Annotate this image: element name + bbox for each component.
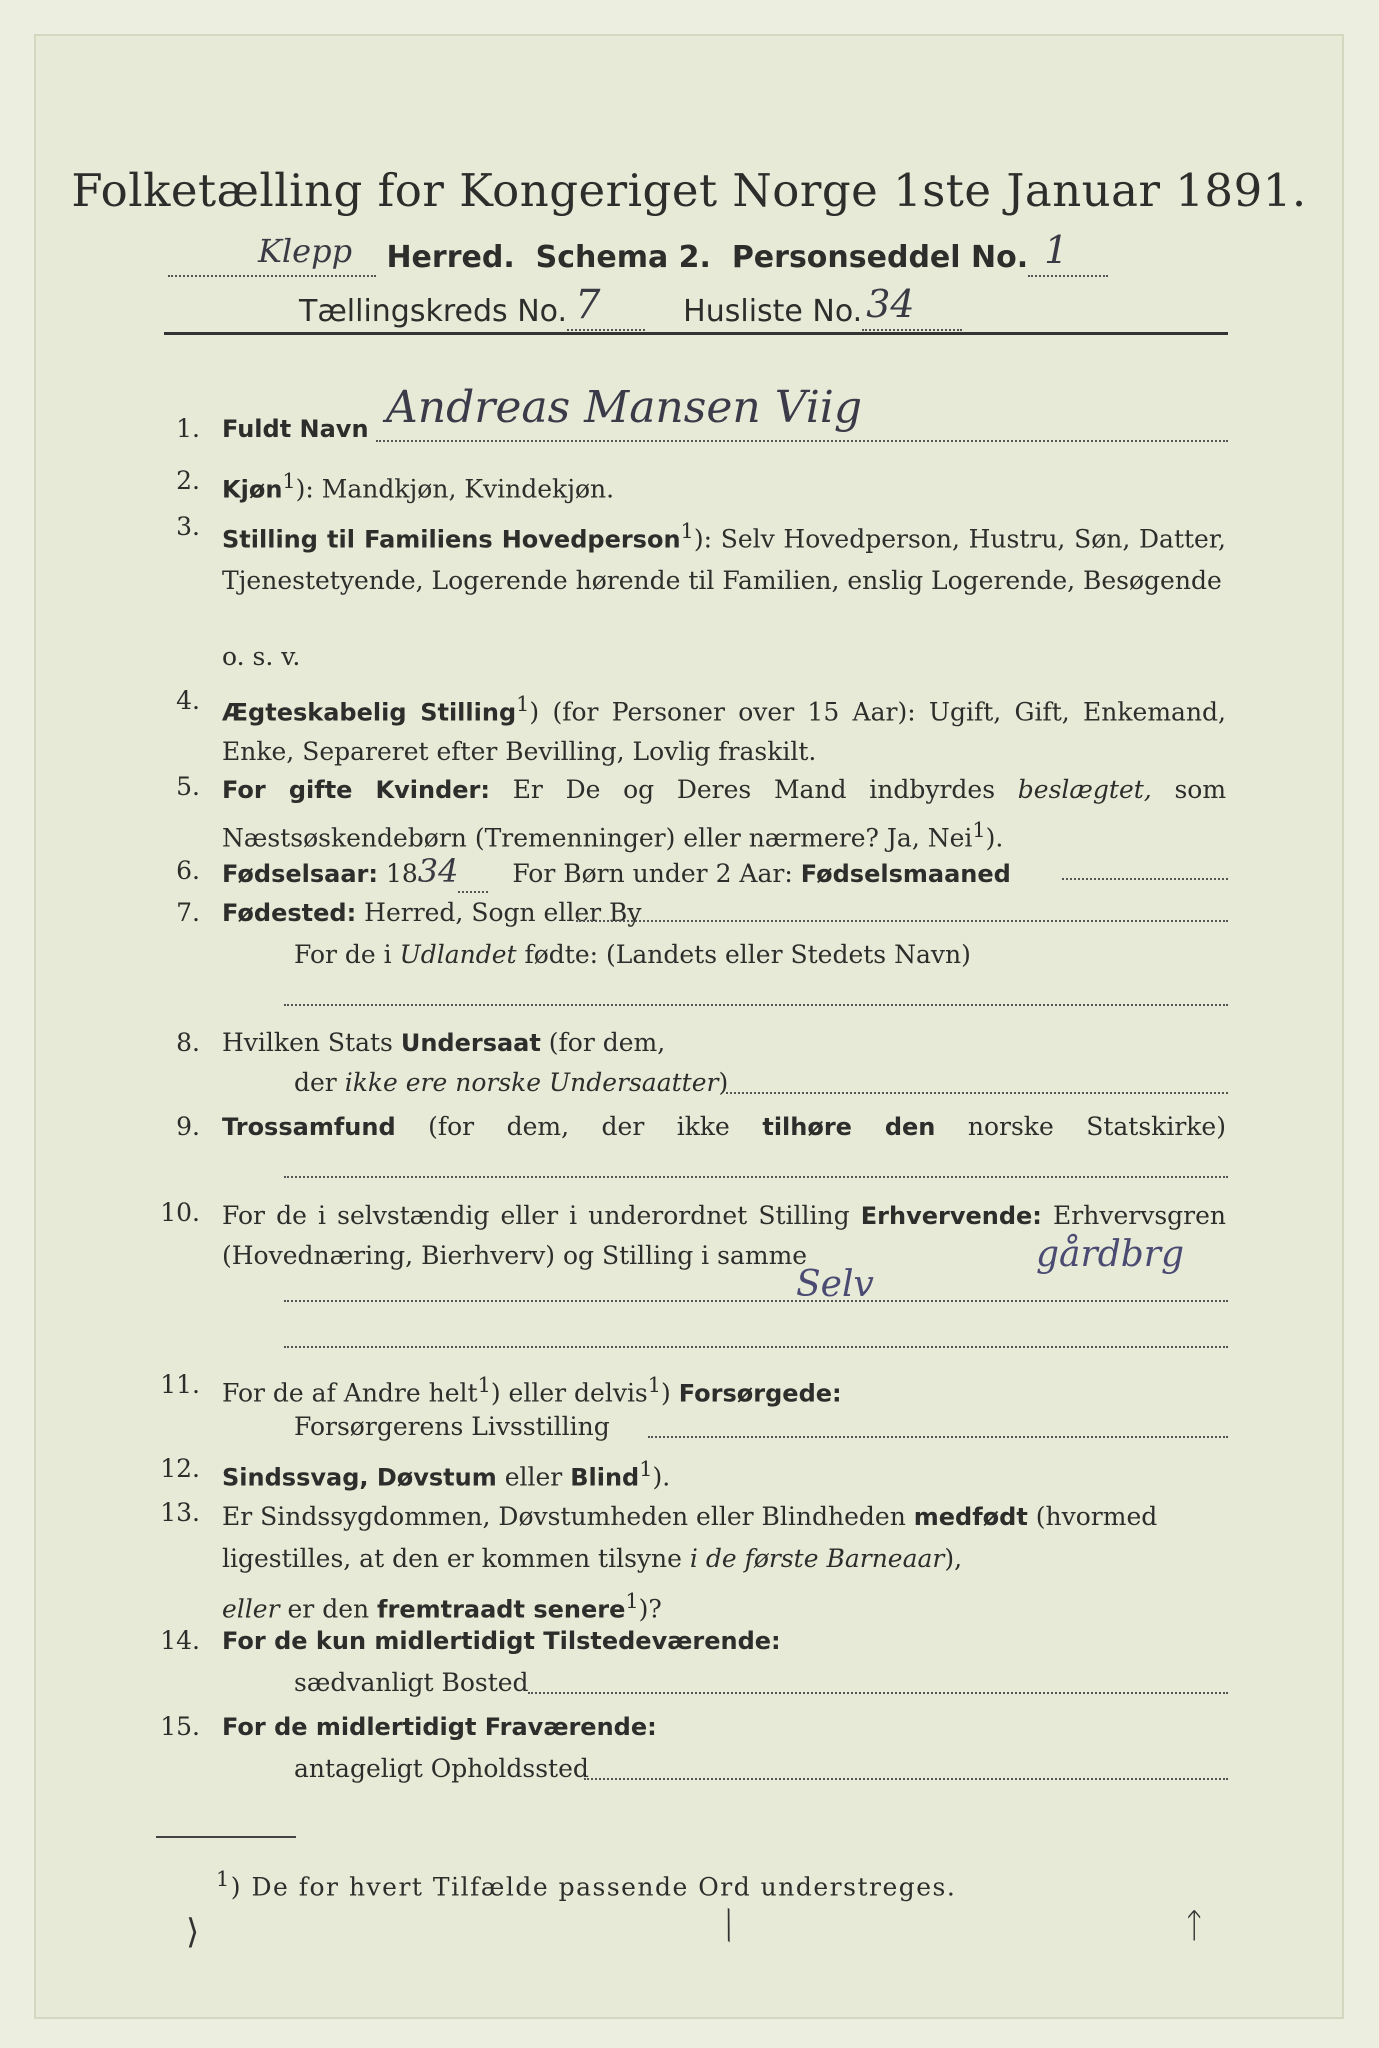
q8-number: 8. bbox=[176, 1028, 200, 1057]
personseddel-label: Personseddel No. bbox=[731, 240, 1029, 275]
q10-number: 10. bbox=[160, 1198, 200, 1227]
schema-label: Schema 2. bbox=[535, 240, 711, 275]
q5-text: Er De og Deres Mand indbyrdes bbox=[512, 775, 996, 804]
q7-number: 7. bbox=[176, 898, 200, 927]
footnote-text: ) De for hvert Tilfælde passende Ord understreges. bbox=[230, 1872, 957, 1902]
q9-text-2: norske Statskirke) bbox=[967, 1112, 1226, 1141]
birth-year-answer: 34 bbox=[417, 852, 459, 890]
husliste-number: 34 bbox=[866, 282, 915, 326]
position-answer: Selv bbox=[796, 1264, 874, 1305]
q5-number: 5. bbox=[176, 772, 200, 801]
q11-fill-line bbox=[648, 1436, 1228, 1438]
herred-name: Klepp bbox=[258, 232, 353, 270]
q10-label: Erhvervende: bbox=[860, 1202, 1042, 1230]
q11-number: 11. bbox=[160, 1370, 200, 1399]
q14-text-2: sædvanligt Bosted bbox=[294, 1668, 529, 1697]
q15-text-2: antageligt Opholdssted bbox=[294, 1754, 589, 1783]
q12-label: Sindssvag, Døvstum bbox=[222, 1463, 497, 1492]
q3-footnote-mark: 1 bbox=[680, 519, 694, 543]
q7-fill-line-2 bbox=[284, 1004, 1228, 1006]
q11-text: For de af Andre helt bbox=[222, 1378, 478, 1408]
q6-text: For Børn under 2 Aar: bbox=[512, 859, 793, 888]
q13-number: 13. bbox=[160, 1498, 200, 1527]
footnote bbox=[216, 1867, 956, 1901]
q9-label-2: tilhøre den bbox=[762, 1113, 936, 1141]
q15-fill-line bbox=[584, 1778, 1228, 1780]
q3-number: 3. bbox=[176, 512, 200, 541]
q13-italic-2: eller bbox=[222, 1594, 280, 1624]
q2-footnote-mark: 1 bbox=[282, 469, 296, 493]
q10-text: For de i selvstændig eller i underordnet Stilling bbox=[222, 1201, 850, 1230]
q13-text-3: ), bbox=[944, 1544, 963, 1573]
q11-footnote-mark: 1 bbox=[477, 1373, 491, 1397]
margin-mark-center: ⟍ bbox=[705, 1903, 750, 1949]
q8-italic: ikke ere norske Undersaatter bbox=[344, 1068, 719, 1097]
q10-text-2: Erhvervsgren (Hovednæring, Bierhverv) og Stilling i samme bbox=[222, 1201, 1227, 1270]
q2-options: ): Mandkjøn, Kvindekjøn. bbox=[295, 474, 615, 504]
q11-label: Forsørgede: bbox=[678, 1379, 842, 1408]
q13-label-2: fremtraadt senere bbox=[377, 1595, 626, 1624]
margin-mark-left: ⟩ bbox=[186, 1912, 200, 1952]
q5-italic: beslægtet, bbox=[1017, 775, 1152, 804]
q7-text-3: fødte: (Landets eller Stedets Navn) bbox=[524, 940, 971, 969]
q14-number: 14. bbox=[160, 1626, 200, 1655]
q6-label-2: Fødselsmaaned bbox=[800, 860, 1011, 888]
occupation-answer: gårdbrg bbox=[1036, 1234, 1185, 1275]
q4-label: Ægteskabelig Stilling bbox=[222, 698, 517, 727]
q7-label: Fødested: bbox=[222, 899, 357, 927]
kreds-label: Tællingskreds No. bbox=[299, 294, 567, 329]
footnote-mark: 1 bbox=[216, 1867, 231, 1891]
q10-fill-line-2 bbox=[284, 1346, 1228, 1348]
q7-fill-line bbox=[576, 920, 1228, 922]
q1-label: Fuldt Navn bbox=[222, 415, 369, 443]
q7-text-2: For de i bbox=[294, 940, 392, 969]
q5-text-3: ). bbox=[985, 823, 1004, 853]
personseddel-number: 1 bbox=[1044, 228, 1069, 272]
q12-label-2: Blind bbox=[570, 1463, 640, 1492]
q9-fill-line bbox=[284, 1176, 1228, 1178]
q4-number: 4. bbox=[176, 686, 200, 715]
full-name-answer: Andreas Mansen Viig bbox=[386, 382, 863, 433]
q2-label: Kjøn bbox=[222, 475, 283, 504]
q14-text: For de kun midlertidigt Tilstedeværende: bbox=[222, 1627, 781, 1655]
q12-footnote-mark: 1 bbox=[639, 1457, 653, 1481]
q13-text-2: (hvormed ligestilles, at den er kommen tilsyne bbox=[222, 1502, 1158, 1573]
herred-line bbox=[168, 228, 1108, 277]
q13-text-4: er den bbox=[287, 1594, 370, 1624]
herred-label: Herred. bbox=[386, 240, 515, 275]
q13-label: medfødt bbox=[913, 1503, 1028, 1531]
q13-italic: i de første Barneaar bbox=[689, 1544, 945, 1573]
q11-footnote-mark-2: 1 bbox=[647, 1373, 662, 1397]
q13-text: Er Sindssygdommen, Døvstumheden eller Blindheden bbox=[222, 1502, 906, 1531]
kreds-number: 7 bbox=[575, 282, 601, 328]
q8-label: Undersaat bbox=[400, 1029, 541, 1057]
q3-options: ): Selv Hovedperson, Hustru, Søn, Datter, Tjenestetyende, Logerende hørende til Familien, enslig Logerende, Besøgende bbox=[222, 524, 1226, 596]
q7-text: Herred, Sogn eller By bbox=[364, 898, 642, 927]
q3-osv: o. s. v. bbox=[222, 642, 301, 671]
margin-mark-right: ᛏ bbox=[1184, 1906, 1205, 1946]
q11-text-4: Forsørgerens Livsstilling bbox=[294, 1412, 610, 1441]
q2-number: 2. bbox=[176, 466, 200, 495]
q6-number: 6. bbox=[176, 856, 200, 885]
q8-text-2: (for dem, bbox=[548, 1028, 666, 1057]
q5-text-2: som Næstsøskendebørn (Tremenninger) eller nærmere? Ja, Nei bbox=[222, 775, 1227, 853]
q12-text: eller bbox=[504, 1462, 563, 1492]
q12-text-2: ). bbox=[652, 1462, 671, 1492]
form-title: Folketælling for Kongeriget Norge 1ste Januar 1891. bbox=[71, 164, 1307, 217]
q8-fill-line bbox=[726, 1092, 1228, 1094]
husliste-label: Husliste No. bbox=[683, 294, 863, 329]
header-rule bbox=[164, 332, 1228, 335]
q10-fill-line bbox=[284, 1300, 1228, 1302]
q5-footnote-mark: 1 bbox=[972, 818, 986, 842]
q13-text-5: )? bbox=[638, 1594, 662, 1624]
q4-options: ) (for Personer over 15 Aar): Ugift, Gift, Enkemand, Enke, Separeret efter Bevilling, Lovlig fraskilt. bbox=[222, 697, 1226, 767]
q4-footnote-mark: 1 bbox=[516, 692, 530, 716]
q9-label: Trossamfund bbox=[222, 1113, 396, 1141]
kreds-line bbox=[299, 282, 962, 331]
q14-fill-line bbox=[528, 1692, 1228, 1694]
q1-number: 1. bbox=[176, 414, 200, 443]
q11-text-2: ) eller delvis bbox=[490, 1378, 648, 1408]
birth-year-prefix: 18 bbox=[385, 859, 418, 888]
q8-text: Hvilken Stats bbox=[222, 1028, 393, 1057]
q7-italic: Udlandet bbox=[399, 940, 517, 969]
q11-text-3: ) bbox=[661, 1378, 671, 1408]
q9-text: (for dem, der ikke bbox=[428, 1112, 730, 1141]
footnote-rule bbox=[156, 1836, 296, 1838]
q6-fill-line bbox=[1062, 878, 1228, 880]
q15-text: For de midlertidigt Fraværende: bbox=[222, 1713, 657, 1741]
q15-number: 15. bbox=[160, 1712, 200, 1741]
q6-label: Fødselsaar: bbox=[222, 860, 378, 888]
q8-text-3: der bbox=[294, 1068, 337, 1097]
q3-label: Stilling til Familiens Hovedperson bbox=[222, 525, 681, 554]
q5-label: For gifte Kvinder: bbox=[222, 776, 490, 804]
q9-number: 9. bbox=[176, 1112, 200, 1141]
q12-number: 12. bbox=[160, 1454, 200, 1483]
q13-footnote-mark: 1 bbox=[625, 1589, 639, 1613]
q1-fill-line bbox=[376, 440, 1228, 442]
census-form: Folketælling for Kongeriget Norge 1ste Januar 1891. Klepp Herred. Schema 2. Personseddel No. 1 Tællingskreds No. 7 Husliste No. 34 1. Fuldt Navn Andreas Mansen Viig 2. Kjøn$^1$): Mandkjøn, Kvindekjøn. 3. Stilling til Familiens Hovedperson$^1$): Selv Hovedperson, Hustru, Søn, Datter, Tjenestetyende, Logerende hørende til Familien, enslig Logerende, Besøgende o. s. v. 4. Ægteskabelig Stilling$^1$) (for Personer over 15 Aar): Ugift, Gift, Enkemand, Enke, Separeret efter Bevilling, Lovlig fraskilt. 5. For gifte Kvinder: Er De og Deres Mand indbyrdes beslægtet, som Næstsøskendebørn (Tremenninger) eller nærmere? Ja, Nei$^1$). 6. Fødselsaar: 1834 For Børn under 2 Aar: Fødselsmaaned 7. Fødested: Herred, Sogn eller By For de i Udlandet fødte: (Landets eller Stedets Navn) 8. Hvilken Stats Undersaat (for dem, der ikke ere norske Undersaatter) 9. Trossamfund (for dem, der ikke tilhøre den norske Statskirke) 10. For de i selvstændig eller i underordnet Stilling Erhvervende: Erhvervsgren (Hovednæring, Bierhverv) og Stilling i samme gårdbrg Selv 11. For de af Andre helt$^1$) eller delvis$^1$) Forsørgede: Forsørgerens Livsstilling 12. Sindssvag, Døvstum eller Blind$^1$). 13. Er Sindssygdommen, Døvstumheden eller Blindheden medfødt (hvormed ligestilles, at den er kommen tilsyne i de første Barneaar), eller er den fremtraadt senere$^1$)? 14. For de kun midlertidigt Tilstedeværende: sædvanligt Bosted 15. For de midlertidigt Fraværende: antageligt Opholdssted $^1$) De for hvert Tilfælde passende Ord understreges. ⟩ ⟍ ᛏ bbox=[34, 34, 1344, 2019]
